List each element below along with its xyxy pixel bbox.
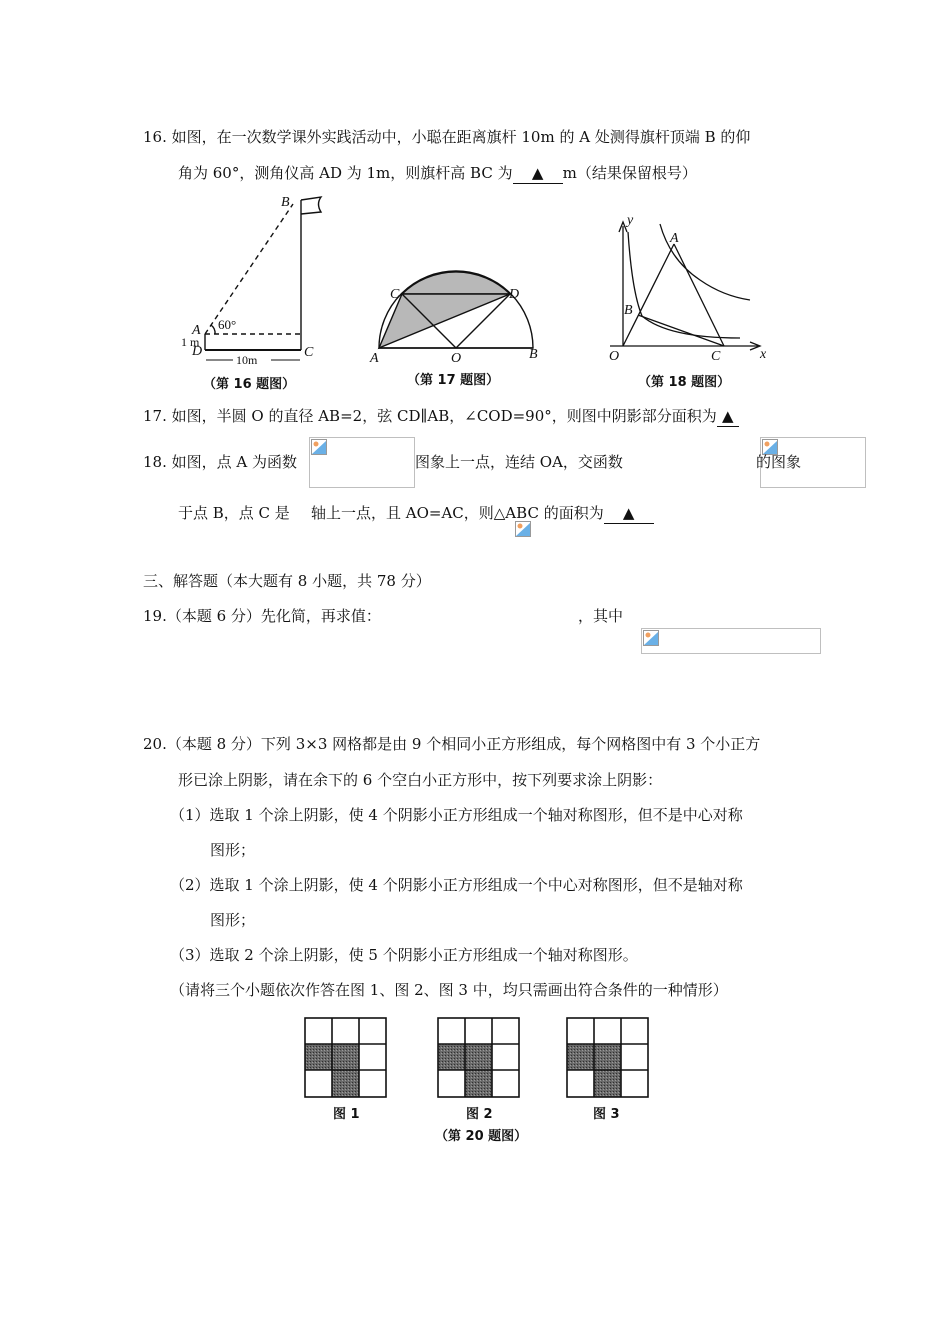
grid-2[interactable] bbox=[438, 1018, 519, 1097]
shaded-cell bbox=[594, 1070, 621, 1097]
grid-2-label: 图 2 bbox=[466, 1107, 493, 1122]
label-d: D bbox=[192, 344, 203, 359]
q20-part2-a: （2）选取 1 个涂上阴影，使 4 个阴影小正方形组成一个中心对称图形，但不是轴对称 bbox=[170, 876, 743, 894]
q18-line1-b: 图象上一点，连结 OA，交函数 bbox=[415, 453, 623, 471]
label-x: x bbox=[760, 347, 767, 362]
q18-line2-a: 于点 B，点 C 是 bbox=[178, 504, 290, 522]
figure-20 bbox=[295, 1010, 665, 1150]
label-c: C bbox=[304, 345, 314, 360]
shaded-triangle bbox=[379, 294, 510, 348]
q16-line1: 16. 如图，在一次数学课外实践活动中，小聪在距离旗杆 10m 的 A 处测得旗杆顶端 B 的仰 bbox=[143, 128, 751, 146]
label-o: O bbox=[609, 349, 620, 364]
label-o: O bbox=[451, 351, 462, 366]
figure-16 bbox=[175, 192, 350, 392]
figure-18-caption: （第 18 题图） bbox=[638, 375, 731, 390]
q20-line2: 形已涂上阴影，请在余下的 6 个空白小正方形中，按下列要求涂上阴影： bbox=[178, 771, 663, 789]
q16-text-post: m（结果保留根号） bbox=[562, 164, 697, 182]
figure-17-caption: （第 17 题图） bbox=[407, 373, 500, 388]
q20-part2-b: 图形； bbox=[210, 911, 256, 929]
q16-answer-blank[interactable]: ▲ bbox=[513, 163, 563, 184]
formula-image-1 bbox=[309, 437, 415, 488]
sight-line bbox=[205, 204, 293, 334]
curve-inner bbox=[628, 232, 740, 338]
q20-note: （请将三个小题依次作答在图 1、图 2、图 3 中，均只需画出符合条件的一种情形） bbox=[170, 981, 728, 999]
shaded-cell bbox=[305, 1044, 332, 1070]
q16-line2 bbox=[178, 163, 697, 184]
q17-answer-blank[interactable]: ▲ bbox=[717, 406, 739, 427]
grid-3[interactable] bbox=[567, 1018, 648, 1097]
flag-shape bbox=[301, 197, 321, 214]
figure-17 bbox=[365, 270, 545, 392]
shaded-cell bbox=[465, 1044, 492, 1070]
q20-line1: 20.（本题 8 分）下列 3×3 网格都是由 9 个相同小正方形组成，每个网格图中有 3 个小正方 bbox=[143, 735, 761, 753]
q20-part1-a: （1）选取 1 个涂上阴影，使 4 个阴影小正方形组成一个轴对称图形，但不是中心对称 bbox=[170, 806, 743, 824]
shaded-cell bbox=[332, 1044, 359, 1070]
shaded-segment bbox=[402, 272, 510, 294]
q17-text: 17. 如图，半圆 O 的直径 AB=2，弦 CD∥AB，∠COD=90°，则图中阴影部分面积为 bbox=[143, 407, 717, 425]
label-a: A bbox=[670, 231, 679, 246]
shaded-cell bbox=[465, 1070, 492, 1097]
shaded-cell bbox=[438, 1044, 465, 1070]
label-a: A bbox=[192, 323, 201, 338]
shaded-cell bbox=[594, 1044, 621, 1070]
figure-20-caption: （第 20 题图） bbox=[435, 1129, 528, 1144]
label-b: B bbox=[529, 347, 538, 362]
q20-part3: （3）选取 2 个涂上阴影，使 5 个阴影小正方形组成一个轴对称图形。 bbox=[170, 946, 638, 964]
q16-text: 角为 60°，测角仪高 AD 为 1m，则旗杆高 BC 为 bbox=[178, 164, 513, 182]
height-label: 1 m bbox=[181, 335, 200, 349]
label-b: B bbox=[624, 303, 633, 318]
label-y: y bbox=[627, 213, 634, 228]
figure-18 bbox=[598, 208, 780, 392]
formula-image-4 bbox=[641, 628, 821, 654]
angle-arc bbox=[211, 325, 215, 334]
distance-label: 10m bbox=[236, 353, 258, 367]
q19-where: ，其中 bbox=[578, 607, 624, 625]
label-d: D bbox=[509, 287, 520, 302]
q17-line bbox=[143, 406, 739, 427]
q20-part1-b: 图形； bbox=[210, 841, 256, 859]
q19-prompt: 19.（本题 6 分）先化简，再求值： bbox=[143, 607, 381, 625]
shaded-cell bbox=[332, 1070, 359, 1097]
angle-label: 60° bbox=[218, 317, 237, 332]
broken-image-icon bbox=[311, 439, 327, 455]
section-3-heading: 三、解答题（本大题有 8 小题，共 78 分） bbox=[143, 572, 431, 590]
figure-16-caption: （第 16 题图） bbox=[203, 377, 296, 392]
q18-line2-b-row bbox=[311, 503, 654, 524]
broken-image-icon bbox=[643, 630, 659, 646]
label-c: C bbox=[711, 349, 721, 364]
q18-line1-c: 的图象 bbox=[756, 453, 802, 471]
label-a: A bbox=[370, 351, 379, 366]
label-b: B bbox=[281, 195, 290, 210]
grid-1[interactable] bbox=[305, 1018, 386, 1097]
shaded-cell bbox=[567, 1044, 594, 1070]
grid-3-label: 图 3 bbox=[593, 1107, 620, 1122]
label-c: C bbox=[390, 287, 400, 302]
q18-answer-blank[interactable]: ▲ bbox=[604, 503, 654, 524]
q18-line1-a: 18. 如图，点 A 为函数 bbox=[143, 453, 297, 471]
grid-1-label: 图 1 bbox=[333, 1107, 360, 1122]
q18-line2-b: 轴上一点，且 AO=AC，则△ABC 的面积为 bbox=[311, 504, 604, 522]
